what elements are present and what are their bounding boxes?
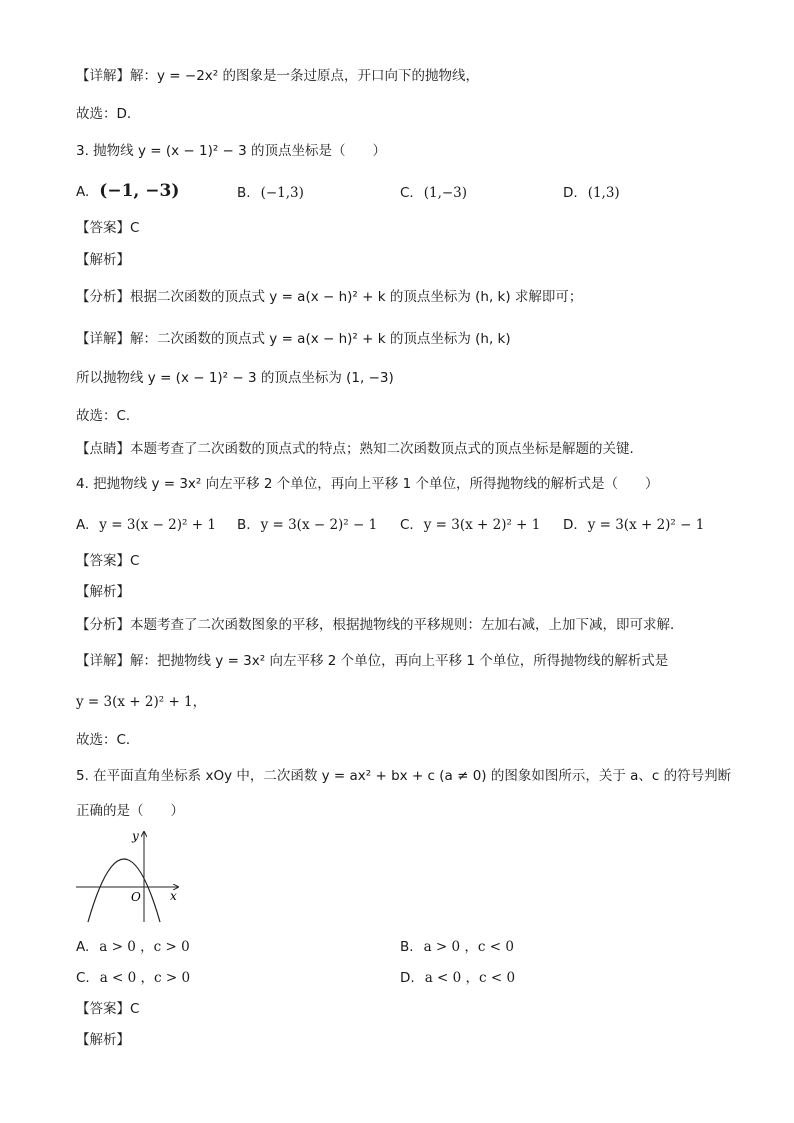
option-value: y = 3(x + 2)² − 1 — [587, 517, 705, 533]
q3-suoyi: 所以抛物线 y = (x − 1)² − 3 的顶点坐标为 (1, −3) — [76, 370, 394, 386]
fenxi-text: 本题考查了二次函数图象的平移，根据抛物线的平移规则：左加右减，上加下减，即可求解． — [130, 617, 684, 633]
answer-value: C — [130, 553, 140, 569]
q3-xiangjie — [76, 329, 511, 349]
answer-value: C — [130, 1001, 140, 1017]
option-label: D. — [400, 970, 415, 986]
q5-parabola-figure — [74, 826, 184, 926]
q4-option-b — [237, 515, 377, 535]
q5-analysis-heading: 【解析】 — [76, 1032, 130, 1048]
option-value: (1,−3) — [423, 185, 468, 201]
answer-tag: 【答案】 — [76, 553, 130, 569]
q4-xiangjie — [76, 651, 668, 671]
x-axis-label: x — [170, 889, 177, 903]
origin-label: O — [131, 890, 141, 904]
q3-stem: 3. 抛物线 y = (x − 1)² − 3 的顶点坐标是（ ） — [76, 143, 387, 159]
option-value: (−1,3) — [260, 185, 304, 201]
q3-option-d — [563, 183, 620, 203]
option-label: B. — [237, 185, 251, 201]
option-label: C. — [400, 185, 414, 201]
q3-answer — [76, 218, 139, 238]
detail-text: 解：y = −2x² 的图象是一条过原点，开口向下的抛物线， — [130, 68, 479, 84]
fenxi-tag: 【分析】 — [76, 289, 130, 305]
option-value: a < 0 ，c < 0 — [424, 970, 516, 986]
option-label: D. — [563, 517, 578, 533]
q2-detail-line — [76, 66, 479, 86]
option-value: a < 0 ，c > 0 — [99, 970, 191, 986]
option-value: a > 0 ，c > 0 — [99, 939, 190, 955]
option-label: B. — [237, 517, 251, 533]
q4-option-d — [563, 515, 704, 535]
q4-choice: 故选：C． — [76, 732, 140, 748]
q3-option-a — [76, 181, 179, 202]
option-value: y = 3(x − 2)² − 1 — [260, 517, 378, 533]
q5-option-b — [400, 937, 514, 957]
q5-option-d — [400, 968, 515, 988]
option-label: C. — [76, 970, 90, 986]
option-value: (−1, −3) — [99, 181, 180, 201]
q5-option-a — [76, 937, 190, 957]
dianjing-text: 本题考查了二次函数的顶点式的特点；熟知二次函数顶点式的顶点坐标是解题的关键． — [130, 441, 643, 457]
q5-option-c — [76, 968, 190, 988]
option-value: y = 3(x − 2)² + 1 — [99, 517, 216, 533]
q5-answer — [76, 999, 139, 1019]
parabola-curve — [88, 859, 160, 922]
option-label: D. — [563, 185, 578, 201]
q4-result: y = 3(x + 2)² + 1， — [76, 694, 207, 710]
option-label: A. — [76, 939, 90, 955]
q4-analysis-heading: 【解析】 — [76, 584, 130, 600]
q2-choice-line: 故选：D． — [76, 106, 141, 122]
q3-dianjing — [76, 439, 643, 459]
option-value: (1,3) — [587, 185, 620, 201]
q3-option-c — [400, 183, 467, 203]
option-value: a > 0 ，c < 0 — [423, 939, 514, 955]
option-label: B. — [400, 939, 414, 955]
fenxi-text: 根据二次函数的顶点式 y = a(x − h)² + k 的顶点坐标为 (h, k) 求解即可； — [130, 289, 583, 305]
answer-tag: 【答案】 — [76, 220, 130, 236]
q3-fenxi — [76, 287, 582, 307]
q5-stem-line1: 5. 在平面直角坐标系 xOy 中，二次函数 y = ax² + bx + c (a ≠ 0) 的图象如图所示，关于 a、c 的符号判断 — [76, 768, 732, 784]
xiangjie-text: 解：把抛物线 y = 3x² 向左平移 2 个单位，再向上平移 1 个单位，所得抛物线的解析式是 — [130, 653, 669, 669]
option-value: y = 3(x + 2)² + 1 — [423, 517, 541, 533]
detail-tag: 【详解】 — [76, 68, 130, 84]
xiangjie-text: 解：二次函数的顶点式 y = a(x − h)² + k 的顶点坐标为 (h, k) — [130, 331, 511, 347]
xiangjie-tag: 【详解】 — [76, 331, 130, 347]
q3-analysis-heading: 【解析】 — [76, 252, 130, 268]
q4-stem: 4. 把抛物线 y = 3x² 向左平移 2 个单位，再向上平移 1 个单位，所得抛物线的解析式是（ ） — [76, 476, 659, 492]
q4-fenxi — [76, 615, 684, 635]
q4-answer — [76, 551, 139, 571]
answer-tag: 【答案】 — [76, 1001, 130, 1017]
option-label: A. — [76, 517, 90, 533]
option-label: A. — [76, 184, 90, 200]
dianjing-tag: 【点睛】 — [76, 441, 130, 457]
q3-option-b — [237, 183, 304, 203]
fenxi-tag: 【分析】 — [76, 617, 130, 633]
q5-stem-line2: 正确的是（ ） — [76, 803, 184, 819]
option-label: C. — [400, 517, 414, 533]
answer-value: C — [130, 220, 140, 236]
xiangjie-tag: 【详解】 — [76, 653, 130, 669]
q4-option-a — [76, 515, 216, 535]
q3-choice: 故选：C． — [76, 408, 140, 424]
q4-option-c — [400, 515, 540, 535]
y-axis-label: y — [132, 829, 139, 843]
